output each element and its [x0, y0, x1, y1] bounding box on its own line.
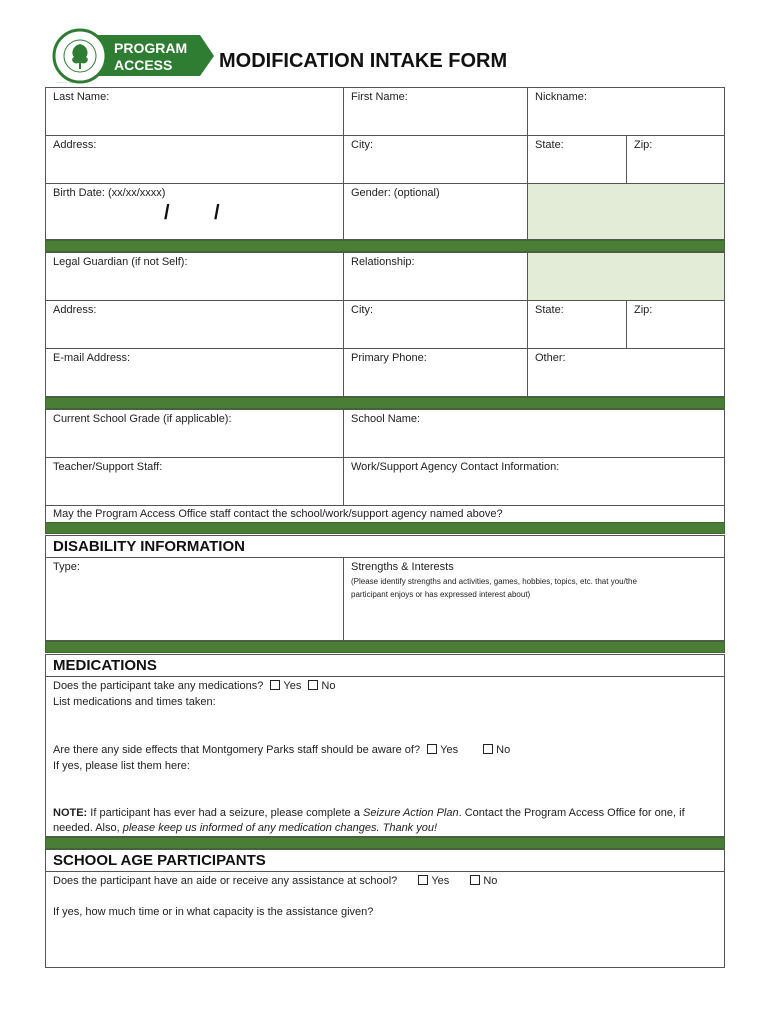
first-name-label: First Name:	[351, 91, 408, 103]
teacher-staff-label: Teacher/Support Staff:	[53, 461, 163, 473]
guardian-state-label: State:	[535, 304, 564, 316]
strengths-note-line2: participant enjoys or has expressed interest about)	[351, 590, 531, 599]
first-name-field[interactable]	[343, 87, 528, 136]
last-name-label: Last Name:	[53, 91, 110, 103]
strengths-interests-field[interactable]	[343, 557, 725, 641]
section-divider	[45, 240, 725, 252]
strengths-label: Strengths & Interests	[351, 561, 454, 573]
aide-no-checkbox[interactable]	[470, 875, 480, 885]
nickname-field[interactable]	[527, 87, 725, 136]
address-label: Address:	[53, 139, 97, 151]
section-divider	[45, 641, 725, 653]
medications-yes-checkbox[interactable]	[270, 680, 280, 690]
shaded-blank-cell	[527, 252, 725, 301]
city-label: City:	[351, 139, 373, 151]
guardian-city-field[interactable]	[343, 300, 528, 349]
yes-label: Yes	[440, 744, 459, 756]
legal-guardian-field[interactable]	[45, 252, 344, 301]
school-age-section-title: SCHOOL AGE PARTICIPANTS	[45, 849, 725, 871]
guardian-state-field[interactable]	[527, 300, 627, 349]
primary-phone-label: Primary Phone:	[351, 352, 427, 364]
logo-ring-text: MONTGOMERY PARKS · M-NCPPC	[56, 83, 73, 84]
gender-label: Gender: (optional)	[351, 187, 440, 199]
primary-phone-field[interactable]	[343, 348, 528, 397]
school-grade-field[interactable]	[45, 409, 344, 458]
email-field[interactable]	[45, 348, 344, 397]
note-text-3: needed. Also,	[53, 822, 123, 834]
section-divider	[45, 397, 725, 409]
strengths-note-line1: (Please identify strengths and activities, games, hobbies, topics, etc. that you/the	[351, 577, 637, 586]
birth-date-label: Birth Date: (xx/xx/xxxx)	[53, 187, 166, 199]
legal-guardian-label: Legal Guardian (if not Self):	[53, 256, 188, 268]
email-label: E-mail Address:	[53, 352, 131, 364]
logo-line1: PROGRAM	[114, 40, 188, 56]
birth-date-field[interactable]	[45, 183, 344, 240]
side-effects-question	[53, 744, 510, 756]
state-field[interactable]	[527, 135, 627, 184]
medications-no-checkbox[interactable]	[308, 680, 318, 690]
guardian-zip-field[interactable]	[626, 300, 725, 349]
note-text-1: If participant has ever had a seizure, please complete a	[87, 807, 364, 819]
logo-graphic	[52, 28, 217, 84]
seizure-action-plan-text: Seizure Action Plan	[363, 807, 459, 819]
other-phone-field[interactable]	[527, 348, 725, 397]
side-effects-no-checkbox[interactable]	[483, 744, 493, 754]
agency-contact-field[interactable]	[343, 457, 725, 506]
date-separator: /	[214, 202, 220, 224]
aide-question	[53, 875, 497, 887]
teacher-staff-field[interactable]	[45, 457, 344, 506]
section-divider	[45, 522, 725, 534]
assistance-time-question: If yes, how much time or in what capacity is the assistance given?	[53, 906, 374, 918]
side-effects-question-text: Are there any side effects that Montgomery Parks staff should be aware of?	[53, 744, 421, 756]
program-access-logo	[52, 28, 217, 84]
guardian-address-label: Address:	[53, 304, 97, 316]
school-age-box	[45, 871, 725, 968]
contact-permission-question: May the Program Access Office staff contact the school/work/support agency named above?	[53, 508, 503, 520]
note-text-4: please keep us informed of any medication changes. Thank you!	[122, 822, 438, 834]
relationship-field[interactable]	[343, 252, 528, 301]
yes-label: Yes	[431, 875, 450, 887]
shaded-blank-cell	[527, 183, 725, 240]
no-label: No	[496, 744, 511, 756]
guardian-zip-label: Zip:	[634, 304, 653, 316]
date-separator: /	[164, 202, 170, 224]
state-label: State:	[535, 139, 564, 151]
no-label: No	[321, 680, 336, 692]
agency-contact-label: Work/Support Agency Contact Information:	[351, 461, 560, 473]
page-title: MODIFICATION INTAKE FORM	[219, 50, 508, 72]
seizure-note	[53, 807, 685, 819]
aide-yes-checkbox[interactable]	[418, 875, 428, 885]
note-text-2: . Contact the Program Access Office for one, if	[458, 807, 685, 819]
section-divider	[45, 837, 725, 849]
no-label: No	[483, 875, 498, 887]
seizure-note-line2	[53, 822, 437, 834]
zip-field[interactable]	[626, 135, 725, 184]
school-name-field[interactable]	[343, 409, 725, 458]
aide-question-text: Does the participant have an aide or receive any assistance at school?	[53, 875, 398, 887]
yes-label: Yes	[283, 680, 302, 692]
zip-label: Zip:	[634, 139, 653, 151]
logo-line2: ACCESS	[114, 57, 173, 73]
relationship-label: Relationship:	[351, 256, 415, 268]
school-grade-label: Current School Grade (if applicable):	[53, 413, 232, 425]
guardian-city-label: City:	[351, 304, 373, 316]
contact-permission-row[interactable]	[45, 505, 725, 523]
side-effects-yes-checkbox[interactable]	[427, 744, 437, 754]
city-field[interactable]	[343, 135, 528, 184]
medications-question-text: Does the participant take any medications?	[53, 680, 264, 692]
medications-question	[53, 680, 335, 692]
school-name-label: School Name:	[351, 413, 421, 425]
medications-box	[45, 676, 725, 837]
medications-list-prompt: List medications and times taken:	[53, 696, 216, 708]
address-field[interactable]	[45, 135, 344, 184]
disability-type-field[interactable]	[45, 557, 344, 641]
disability-type-label: Type:	[53, 561, 80, 573]
note-label: NOTE:	[53, 807, 88, 819]
last-name-field[interactable]	[45, 87, 344, 136]
guardian-address-field[interactable]	[45, 300, 344, 349]
disability-section-title: DISABILITY INFORMATION	[45, 535, 725, 557]
nickname-label: Nickname:	[535, 91, 587, 103]
medications-section-title: MEDICATIONS	[45, 654, 725, 676]
other-label: Other:	[535, 352, 566, 364]
side-effects-list-prompt: If yes, please list them here:	[53, 760, 190, 772]
gender-field[interactable]	[343, 183, 528, 240]
